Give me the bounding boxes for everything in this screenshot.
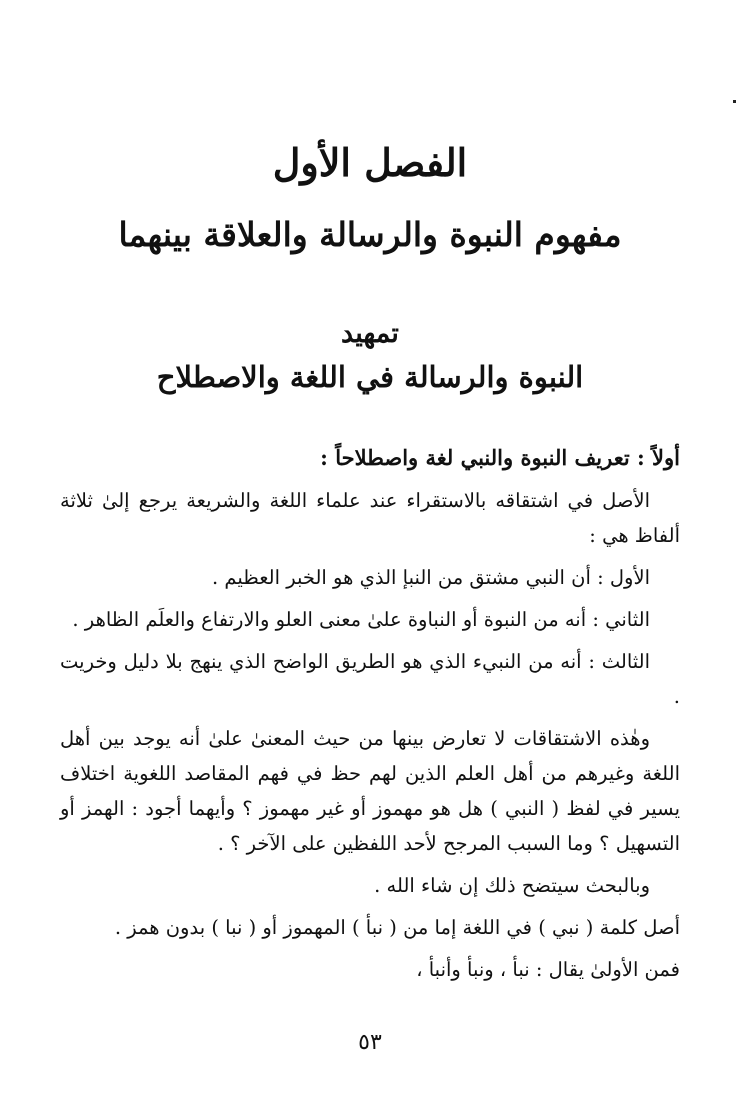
chapter-title: الفصل الأول: [272, 140, 468, 185]
paragraph: أصل كلمة ( نبي ) في اللغة إما من ( نبأ ) المهموز أو ( نبا ) بدون همز .: [114, 916, 680, 939]
section-heading: أولاً : تعريف النبوة والنبي لغة واصطلاحاً :: [320, 445, 680, 470]
main-title: مفهوم النبوة والرسالة والعلاقة بينهما: [118, 215, 622, 254]
paragraph: وهٰذه الاشتقاقات لا تعارض بينها من حيث المعنىٰ علىٰ أنه يوجد بين أهل اللغة وغيرهم من أهل العلم الذين لهم حظ في فهم المقاصد اللغوية اختلاف يسير في لفظ ( النبي ) هل هو مهموز أو غير مهموز ؟ وأيهما أجود : الهمز أو التسهيل ؟ وما السبب المرجح لأحد اللفظين على الآخر ؟ .: [60, 727, 680, 855]
paragraph: الثاني : أنه من النبوة أو النباوة علىٰ معنى العلو والارتفاع والعلَم الظاهر .: [72, 608, 650, 631]
body-text: [60, 440, 680, 994]
paragraph: وبالبحث سيتضح ذلك إن شاء الله .: [374, 874, 650, 897]
paragraph: الأول : أن النبي مشتق من النبإ الذي هو الخبر العظيم .: [212, 566, 650, 589]
scan-mark: [733, 100, 736, 103]
intro-title: النبوة والرسالة في اللغة والاصطلاح: [156, 360, 584, 394]
paragraph: الثالث : أنه من النبيء الذي هو الطريق الواضح الذي ينهج بلا دليل وخريت .: [60, 650, 680, 708]
intro-label: تمهيد: [341, 318, 399, 349]
page-number: ٥٣: [358, 1030, 382, 1055]
paragraph: فمن الأولىٰ يقال : نبأ ، ونبأ وأنبأ ،: [416, 958, 680, 981]
paragraph: الأصل في اشتقاقه بالاستقراء عند علماء اللغة والشريعة يرجع إلىٰ ثلاثة ألفاظ هي :: [60, 489, 680, 547]
